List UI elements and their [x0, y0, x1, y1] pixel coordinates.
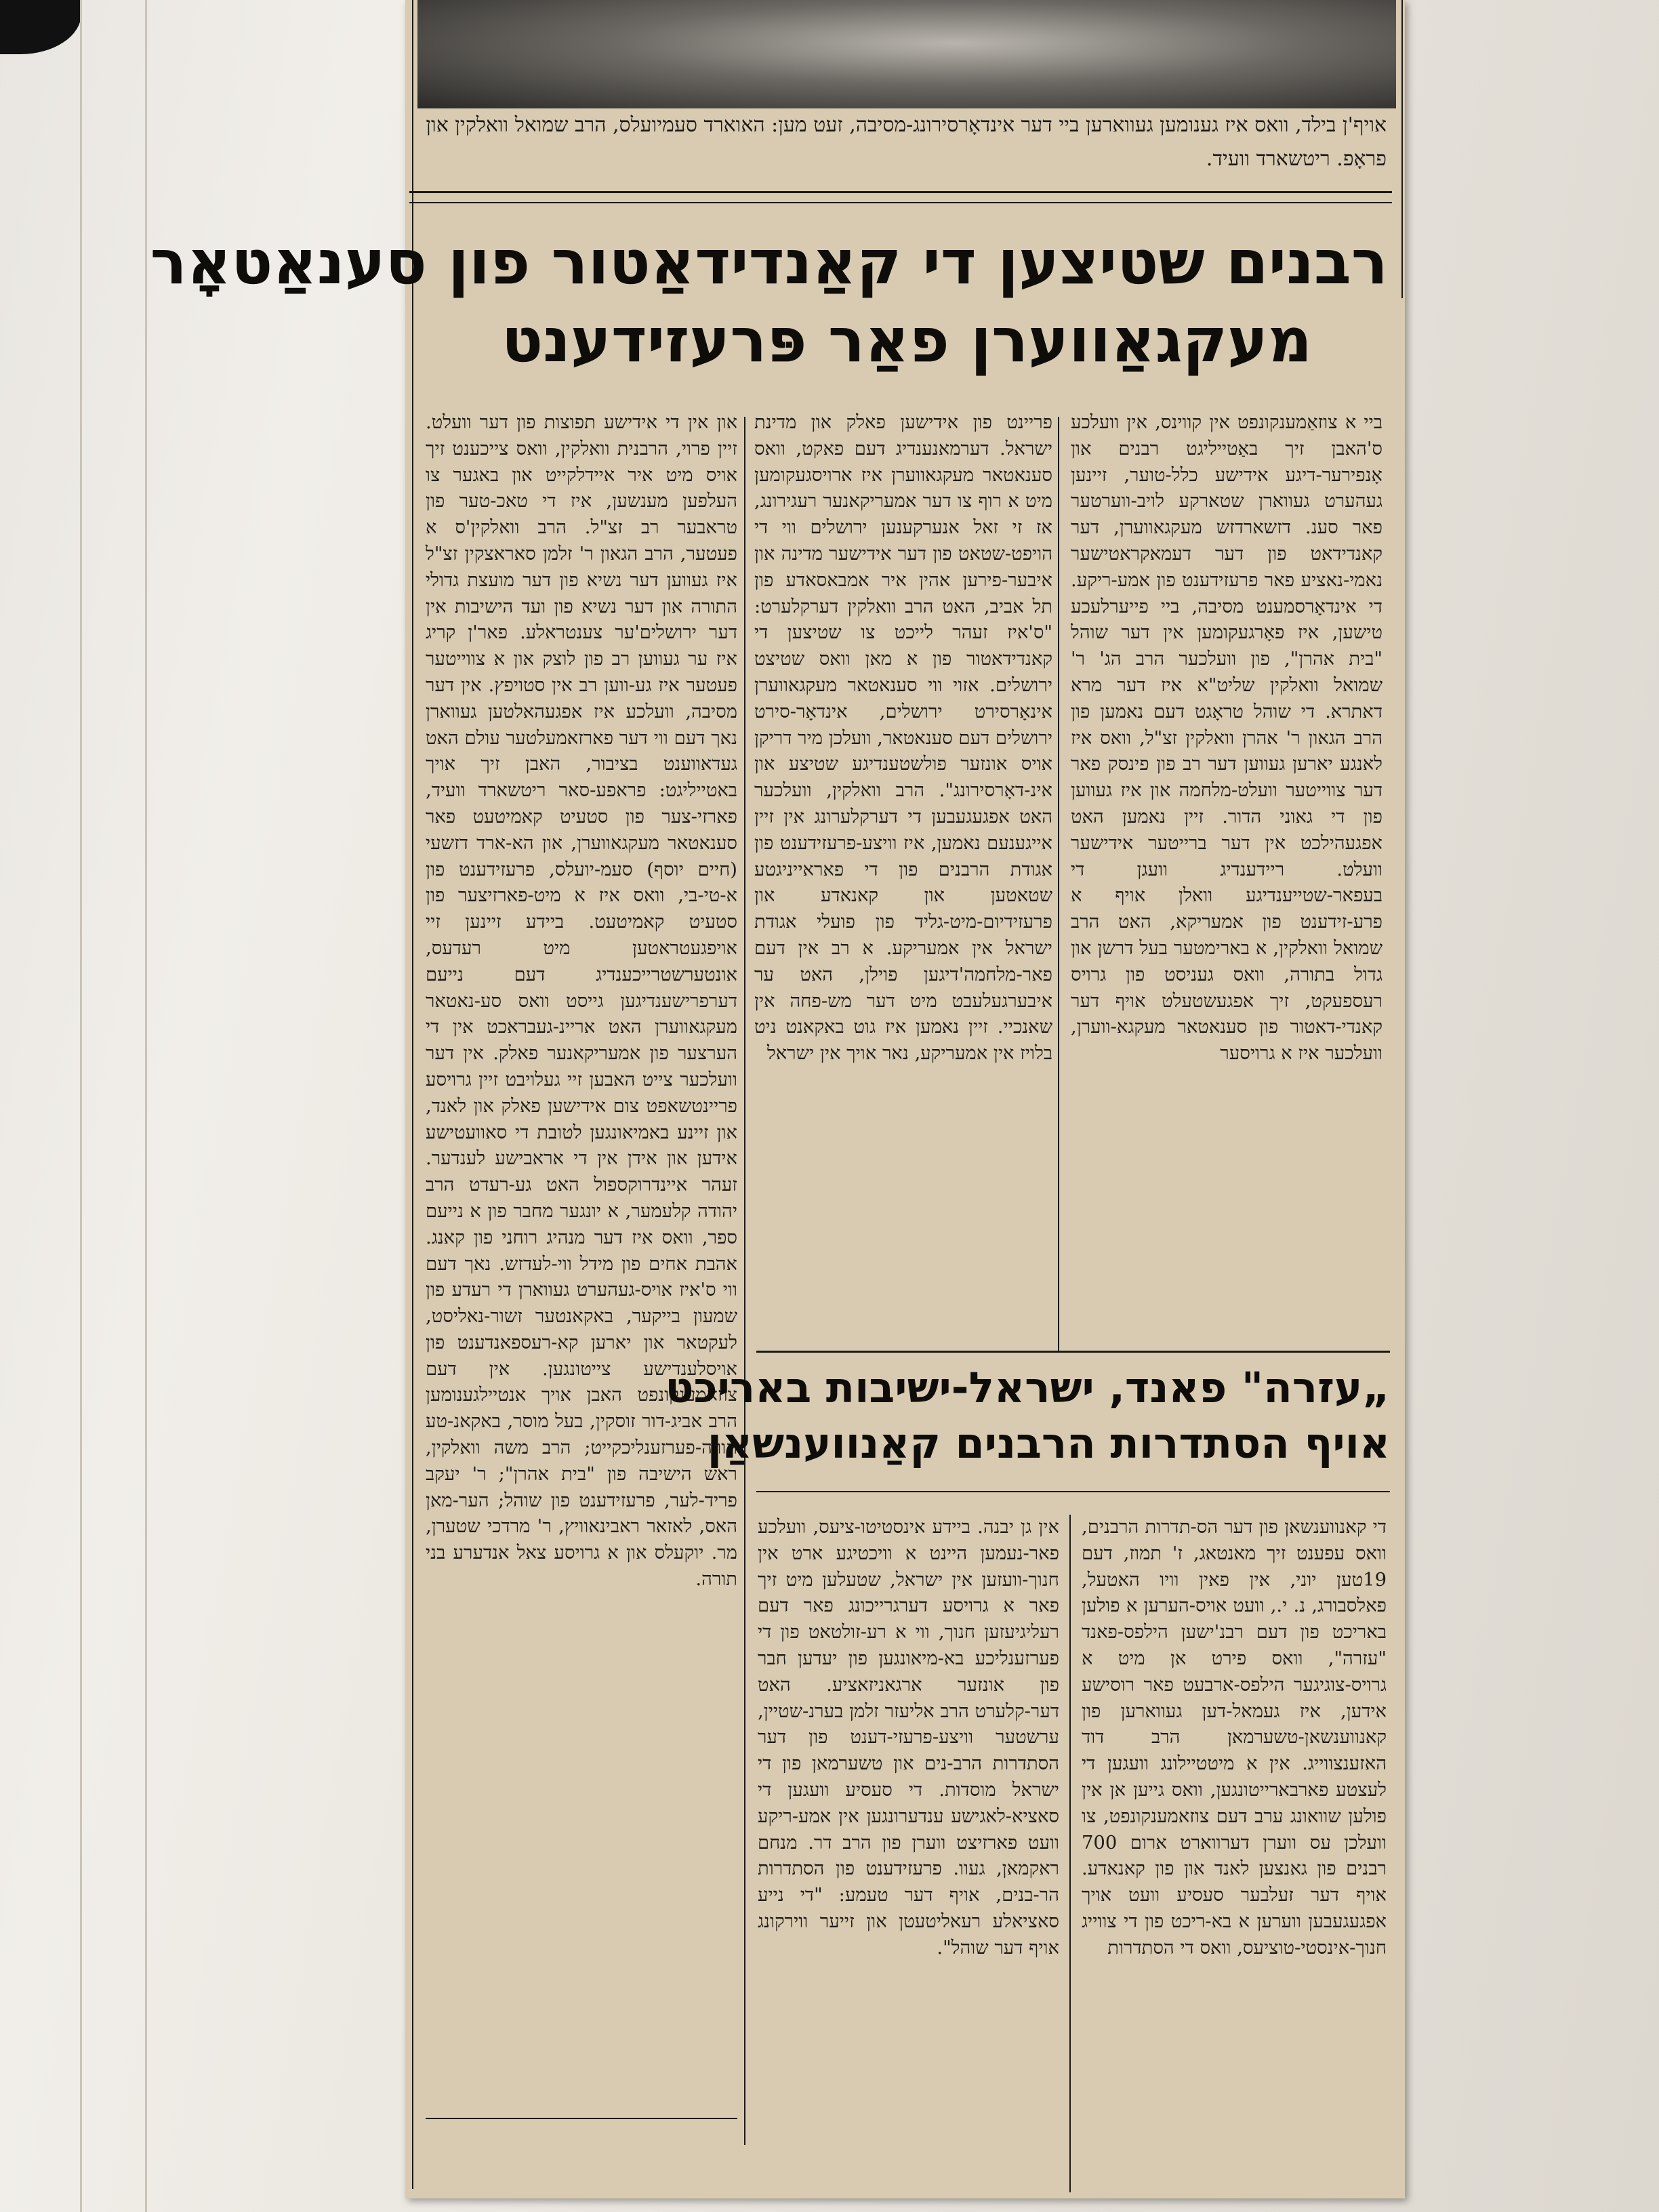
article1-column-3: און אין די אידישע תפוצות פון דער וועלט. זיין פרוי, הרבנית וואלקין, וואס צייכענט זיך אויס מיט איר איידלקייט און באגער צו העלפען מענשען, איז די טאכ-טער פון טראבער רב זצ"ל. הרב וואלקין'ס א פעטער, הרב הגאון ר' זלמן סאראצקין זצ"ל איז געווען דער נשיא פון דער מועצת גדולי התורה און דער נשיא פון ועד הישיבות אין דער ירושלים'ער צענטראלע. פאר'ן קריג איז ער געווען רב פון לוצק און א צווייטער פעטער איז גע-ווען רב אין סטויפץ. אין דער מסיבה, וועלכע איז אפגעהאלטען געווארן נאך דעם ווי דער פארזאמעלטער עולם האט געדאווענט בציבור, האבן זיך אויך באטייליגט: פראפע-סאר ריטשארד וועיד, פארזי-צער פון סטעיט קאמיטעט פאר סענאטאר מעקגאווערן, און הא-ארד דזשעי (חיים יוסף) סעמ-יועלס, פרעזידענט פון א-טי-בי, וואס איז א מיט-פארזיצער פון סטעיט קאמיטעט. ביידע זיינען זיי אויפגעטראטען מיט רעדעס, אונטערשטרייכענדיג דעם נייעם דערפרישענדיגען גייסט וואס סע-נאטאר מעקגאווערן האט אריינ-געבראכט אין די הערצער פון אמעריקאנער פאלק. אין דער וועלכער צייט האבען זיי געלויבט זיין גרויסע פריינטשאפט צום אידישען פאלק און לאנד, און זיינע באמיאונגען לטובת די סאוועטישע אידען און אידן אין די אראבישע לענדער. זעהר איינדרוקספול האט גע-רעדט הרב יהודה קלעמער, א יונגער מחבר פון א נייעם ספר, וואס איז דער מנהיג רוחני פון קאנג. אהבת אחים פון מידל ווי-לעדזש. נאך דעם ווי ס'איז אויס-געהערט געווארן די רעדע פון שמעון בייקער, באקאנטער זשור-נאליסט, לעקטאר און יארען קא-רעספאנדענט פון אויסלענדישע צייטונגען. אין דעם צוזאמענקונפט האבן אויך אנטיילגענומען הרב אביג-דור זוסקין, בעל מוסר, באקאנ-טע תורה-פערזענליכקייט; הרב משה וואלקין, ראש הישיבה פון "בית אהרן"; ר' יעקב פריד-לער, פרעזידענט פון שוהל; הער-מאן האס, לאזאר ראבינאוויץ, ר' מרדכי שטערן, מר. יוקעלס און א גרויסע צאל אנדערע בני תורה.	[426, 412, 737, 1591]
article1-column-1: ביי א צוזאַמענקונפט אין קווינס, אין וועלכע ס'האבן זיך באַטייליגט רבנים און אָנפירער-דיגע אידישע כלל-טוער, זיינען געהערט געווארן שטארקע לויב-ווערטער פאר סענ. דזשארדזש מעקגאווערן, דער קאנדידאט פון דער דעמאקראטישער נאמי-נאציע פאר פרעזידענט פון אמע-ריקע. די אינדאָרסמענט מסיבה, ביי פייערלעכע טישען, איז פאָרגעקומען אין דער שוהל "בית אהרן", פון וועלכער הרב הג' ר' שמואל וואלקין שליט"א איז דער מרא דאתרא. די שוהל טראָגט דעם נאמען פון הרב הגאון ר' אהרן וואלקין זצ"ל, וואס איז לאנגע יארען געווען דער רב פון פינסק פאר דער צווייטער וועלט-מלחמה און איז געווען פון די גאוני הדור. זיין נאמען האט אפגעהילכט אין דער ברייטער אידישער וועלט. ריידענדיג וועגן די בעפאר-שטייענדיגע וואלן אויף א פרע-זידענט פון אמעריקא, האט הרב שמואל וואלקין, א בארימטער בעל דרשן און גדול בתורה, וואס געניסט פון גרויס רעספעקט, זיך אפגעשטעלט אויף דער קאנדי-דאטור פון סענאטאר מעקגא-ווערן, וועלכער איז א גרויסער	[1071, 412, 1382, 1065]
article1-headline-line2: מעקגאַווערן פאַר פּרעזידענט	[501, 305, 1313, 376]
column3-end-rule	[426, 2118, 737, 2119]
article2-headline-rule	[756, 1491, 1390, 1492]
news-photo	[417, 0, 1396, 108]
article2-headline-line1: „עזרה" פאנד, ישראל-ישיבות באריכט	[665, 1363, 1390, 1412]
newspaper-clipping	[150, 0, 1405, 2198]
left-edge-rule	[412, 0, 413, 2189]
right-edge-rule	[1401, 0, 1403, 298]
folder-crease-2	[145, 0, 147, 2212]
caption-rule-thin	[409, 202, 1392, 203]
column-rule	[1069, 1515, 1071, 2192]
article2-headline-line2: אויף הסתדרות הרבנים קאַנווענשאַן	[707, 1418, 1390, 1468]
article2-column-1: די קאנווענשאן פון דער הס-תדרות הרבנים, וואס עפענט זיך מאנטאג, ז' תמוז, דעם 19טען יוני, אין פאין וויו האטעל, פאלסבורג, נ. י., וועט אויס-הערען א פולען באריכט פון דעם רבנ'ישען הילפס-פאנד "עזרה", וואס פירט אן מיט א גרויס-צוגיגער הילפס-ארבעט פאר רוסישע אידען, איז געמאל-דען געווארען פון קאנווענשאן-טשערמאן הרב דוד האזענצווייג. אין א מיטטיילונג וועגען די לעצטע פארבארייטונגען, וואס גייען אן אין פולען שוואונג ערב דעם צוזאמענקונפט, צו וועלכן עס ווערן דערווארט ארום 700 רבנים פון גאנצען לאנד און פון קאנאדע. אויף דער זעלבער סעסיע וועט אויך אפגעגעבען ווערען א בא-ריכט פון די צווייג חנוך-אינסטי-טוציעס, וואס די הסתדרות	[1082, 1517, 1387, 1959]
photo-caption: אויף'ן בילד, וואס איז גענומען געווארען ביי דער אינדאָרסירונג-מסיבה, זעט מען: האוארד סעמיועלס, הרב שמואל וואלקין און פראָפ. ריטשארד וועיד.	[426, 113, 1387, 171]
article2-top-rule	[756, 1351, 1390, 1353]
column-rule	[744, 417, 745, 2145]
column-rule	[1058, 417, 1059, 1352]
folder-crease-1	[80, 0, 82, 2212]
article1-headline-line1: רבנים שטיצען די קאַנדידאַטור פון סענאַטאָר	[150, 227, 1388, 298]
caption-rule	[409, 191, 1392, 193]
article2-column-2: אין גן יבנה. ביידע אינסטיטו-ציעס, וועלכע פאר-נעמען היינט א וויכטיגע ארט אין חנוך-וועזען אין ישראל, שטעלען מיט זיך פאר א גרויסע דערגרייכונג פאר דעם רעליגיעזען חנוך, ווי א רע-זולטאט פון די פערזענליכע בא-מיאונגען פון יעדען חבר פון אונזער ארגאניזאציע. האט דער-קלערט הרב אליעזר זלמן בערנ-שטיין, ערשטער וויצע-פרעזי-דענט פון דער הסתדרות הרב-נים און טשערמאן פון די ישראל מוסדות. די סעסיע וועגען די סאציא-לאגישע ענדערונגען אין אמע-ריקע וועט פארזיצט ווערן פון הרב דר. מנחם ראקמאן, געוו. פרעזידענט פון הסתדרות הר-בנים, אויף דער טעמע: "די נייע סאציאלע רעאליטעטן און זייער ווירקונג אויף דער שוהל".	[758, 1517, 1059, 1959]
article1-column-2: פריינט פון אידישען פאלק און מדינת ישראל. דערמאנענדיג דעם פאקט, וואס סענאטאר מעקגאווערן איז ארויסגעקומען מיט א רוף צו דער אמעריקאנער רעגירונג, אז זי זאל אנערקענען ירושלים ווי די הויפט-שטאט פון דער אידישער מדינה און איבער-פירען אהין איר אמבאסאדע פון תל אביב, האט הרב וואלקין דערקלערט: "ס'איז זעהר לייכט צו שטיצען די קאנדידאטור פון א מאן וואס שטיצט ירושלים. אזוי ווי סענאטאר מעקגאווערן אינאָרסירט ירושלים, אינדאָר-סירט ירושלים דעם סענאטאר, וועלכן מיר דריקן אויס אונזער פולשטענדיגע שטיצע און אינ-דאָרסירונג". הרב וואלקין, וועלכער האט אפגעגעבען די דערקלערונג אין זיין אייגענעם נאמען, איז וויצע-פרעזידענט פון אגודת הרבנים פון די פאראייניגטע שטאטען און קאנאדע און פרעזידיום-מיט-גליד פון פועלי אגודת ישראל אין אמעריקע. א רב אין דעם פאר-מלחמה'דיגען פוילן, האט ער איבערגעלעבט מיט דער מש-פחה אין שאנכיי. זיין נאמען איז גוט באקאנט ניט בלויז אין אמעריקע, נאר אויך אין ישראל	[754, 412, 1052, 1065]
